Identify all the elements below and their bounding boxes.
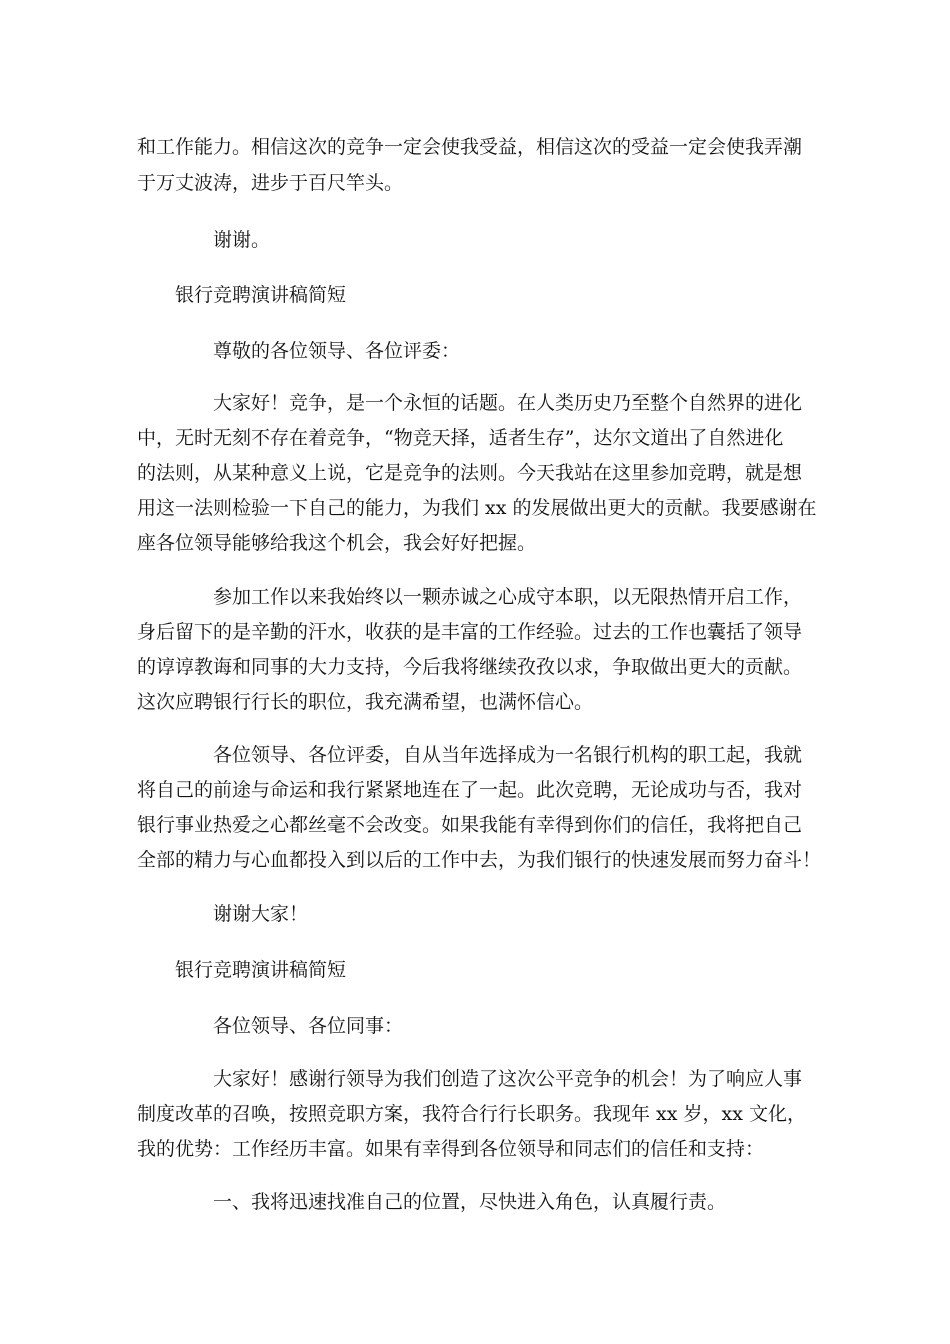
section-title: 银行竞聘演讲稿简短 (175, 284, 347, 306)
closing-thanks: 谢谢大家！ (213, 903, 309, 925)
closing-thanks: 谢谢。 (213, 229, 271, 251)
paragraph-line: 大家好！竞争，是一个永恒的话题。在人类历史乃至整个自然界的进化 (213, 392, 803, 414)
paragraph-line: 制度改革的召唤，按照竞职方案，我符合行行长职务。我现年 xx 岁，xx 文化， (137, 1103, 806, 1125)
paragraph-line: 全部的精力与心血都投入到以后的工作中去，为我们银行的快速发展而努力奋斗！ (137, 849, 822, 871)
paragraph-line: 于万丈波涛，进步于百尺竿头。 (137, 172, 404, 194)
paragraph-line: 的法则，从某种意义上说，它是竞争的法则。今天我站在这里参加竞聘，就是想 (137, 462, 803, 484)
paragraph-line: 将自己的前途与命运和我行紧紧地连在了一起。此次竞聘，无论成功与否，我对 (137, 779, 803, 801)
salutation: 各位领导、各位同事： (213, 1015, 404, 1037)
paragraph-line: 参加工作以来我始终以一颗赤诚之心成守本职，以无限热情开启工作， (213, 586, 803, 608)
salutation: 尊敬的各位领导、各位评委： (213, 340, 461, 362)
paragraph-line: 大家好！感谢行领导为我们创造了这次公平竞争的机会！为了响应人事 (213, 1068, 803, 1090)
paragraph-line: 各位领导、各位评委，自从当年选择成为一名银行机构的职工起，我就 (213, 744, 803, 766)
paragraph-line: 银行事业热爱之心都丝毫不会改变。如果我能有幸得到你们的信任，我将把自己 (137, 814, 803, 836)
paragraph-line: 这次应聘银行行长的职位，我充满希望，也满怀信心。 (137, 691, 594, 713)
paragraph-line: 用这一法则检验一下自己的能力，为我们 xx 的发展做出更大的贡献。我要感谢在 (137, 497, 817, 519)
paragraph-line: 和工作能力。相信这次的竞争一定会使我受益，相信这次的受益一定会使我弄潮 (137, 136, 803, 158)
section-title: 银行竞聘演讲稿简短 (175, 959, 347, 981)
paragraph-line: 座各位领导能够给我这个机会，我会好好把握。 (137, 532, 537, 554)
paragraph-line: 的谆谆教诲和同事的大力支持，今后我将继续孜孜以求，争取做出更大的贡献。 (137, 656, 803, 678)
list-item: 一、我将迅速找准自己的位置，尽快进入角色，认真履行责。 (213, 1191, 727, 1213)
paragraph-line: 我的优势：工作经历丰富。如果有幸得到各位领导和同志们的信任和支持： (137, 1138, 765, 1160)
paragraph-line: 中，无时无刻不存在着竞争，“物竞天择，适者生存”，达尔文道出了自然进化 (137, 427, 784, 449)
paragraph-line: 身后留下的是辛勤的汗水，收获的是丰富的工作经验。过去的工作也囊括了领导 (137, 621, 803, 643)
